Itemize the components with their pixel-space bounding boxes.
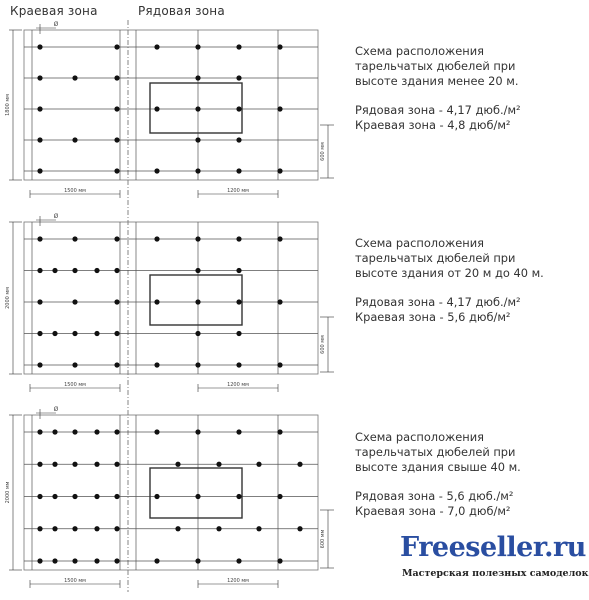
dowel-anchor: [195, 494, 200, 499]
dowel-anchor: [37, 362, 42, 367]
dowel-anchor: [72, 494, 77, 499]
panel-3-drawing: [5, 406, 334, 588]
dowel-anchor: [195, 75, 200, 80]
sample-area-outline: [150, 468, 242, 518]
dowel-anchor: [114, 462, 119, 467]
dowel-anchor: [114, 44, 119, 49]
edge-width-dim-label: 1500 мм: [64, 578, 86, 584]
dowel-anchor: [72, 462, 77, 467]
dowel-anchor: [277, 236, 282, 241]
panel-1-caption-line-1: Схема расположения: [355, 44, 485, 58]
corner-dim-label: Ø: [53, 213, 59, 220]
dowel-anchor: [94, 331, 99, 336]
dowel-anchor: [114, 526, 119, 531]
dowel-anchor: [37, 462, 42, 467]
dowel-anchor: [114, 494, 119, 499]
dowel-anchor: [52, 526, 57, 531]
dowel-anchor: [277, 44, 282, 49]
panel-1-caption-line-3: высоте здания менее 20 м.: [355, 74, 519, 88]
dowel-anchor: [236, 75, 241, 80]
dowel-anchor: [52, 331, 57, 336]
dowel-anchor: [114, 429, 119, 434]
dowel-anchor: [37, 331, 42, 336]
dowel-anchor: [195, 106, 200, 111]
dowel-anchor: [72, 137, 77, 142]
dowel-anchor: [114, 75, 119, 80]
dowel-anchor: [52, 429, 57, 434]
dowel-anchor: [94, 268, 99, 273]
dowel-anchor: [297, 462, 302, 467]
dowel-anchor: [216, 462, 221, 467]
dowel-anchor: [72, 75, 77, 80]
dowel-anchor: [72, 268, 77, 273]
dowel-anchor: [72, 299, 77, 304]
height-dim-label: 2000 мм: [5, 481, 11, 504]
dowel-anchor: [154, 299, 159, 304]
panel-3-row-zone-rate: Рядовая зона - 5,6 дюб./м²: [355, 489, 514, 503]
dowel-anchor: [37, 268, 42, 273]
dowel-anchor: [72, 331, 77, 336]
dowel-anchor: [236, 429, 241, 434]
dowel-anchor: [195, 362, 200, 367]
dowel-anchor: [114, 299, 119, 304]
dowel-anchor: [94, 462, 99, 467]
panel-3-edge-zone-rate: Краевая зона - 7,0 дюб/м²: [355, 504, 511, 518]
panel-2-caption: [355, 236, 551, 325]
grid-width-dim-label: 1200 мм: [227, 382, 249, 388]
dowel-anchor: [236, 331, 241, 336]
dowel-anchor: [195, 268, 200, 273]
dowel-anchor: [94, 429, 99, 434]
dowel-anchor: [37, 299, 42, 304]
panel-3-frame: [24, 415, 318, 570]
dowel-anchor: [72, 526, 77, 531]
dowel-anchor: [37, 106, 42, 111]
corner-dim-label: Ø: [53, 21, 59, 28]
dowel-anchor: [154, 44, 159, 49]
dowel-anchor: [195, 429, 200, 434]
dowel-anchor: [236, 236, 241, 241]
dowel-anchor: [236, 44, 241, 49]
dowel-anchor: [195, 137, 200, 142]
dowel-anchor: [52, 462, 57, 467]
height-dim-label: 2000 мм: [5, 287, 11, 309]
panel-3-caption-line-2: тарельчатых дюбелей при: [355, 445, 516, 459]
panel-3-caption-line-1: Схема расположения: [355, 430, 485, 444]
dowel-anchor: [52, 268, 57, 273]
dowel-anchor: [37, 137, 42, 142]
dowel-anchor: [236, 137, 241, 142]
dowel-anchor: [72, 362, 77, 367]
dowel-anchor: [52, 558, 57, 563]
dowel-anchor: [195, 558, 200, 563]
edge-width-dim-label: 1500 мм: [64, 188, 86, 194]
panel-1-edge-zone-rate: Краевая зона - 4,8 дюб/м²: [355, 118, 511, 132]
pitch-dim-label: 600 мм: [320, 142, 326, 161]
panel-2-row-zone-rate: Рядовая зона - 4,17 дюб./м²: [355, 295, 521, 309]
panel-1-row-zone-rate: Рядовая зона - 4,17 дюб./м²: [355, 103, 521, 117]
dowel-anchor: [195, 299, 200, 304]
dowel-anchor: [37, 236, 42, 241]
dowel-anchor: [154, 236, 159, 241]
panel-1-caption: [355, 44, 551, 133]
dowel-anchor: [72, 236, 77, 241]
dowel-anchor: [37, 75, 42, 80]
dowel-anchor: [52, 494, 57, 499]
dowel-anchor: [195, 168, 200, 173]
dowel-anchor: [94, 558, 99, 563]
dowel-anchor: [195, 331, 200, 336]
dowel-anchor: [236, 299, 241, 304]
dowel-anchor: [37, 168, 42, 173]
dowel-anchor: [114, 168, 119, 173]
row-zone-label: Рядовая зона: [138, 4, 225, 18]
dowel-anchor: [37, 429, 42, 434]
panel-2-drawing: [5, 213, 334, 392]
dowel-anchor: [114, 362, 119, 367]
dowel-anchor: [195, 44, 200, 49]
grid-width-dim-label: 1200 мм: [227, 188, 249, 194]
dowel-anchor: [94, 494, 99, 499]
panel-2-caption-line-1: Схема расположения: [355, 236, 485, 250]
dowel-anchor: [277, 106, 282, 111]
dowel-anchor: [297, 526, 302, 531]
dowel-anchor: [175, 526, 180, 531]
dowel-anchor: [114, 331, 119, 336]
dowel-anchor: [114, 558, 119, 563]
dowel-anchor: [236, 494, 241, 499]
dowel-anchor: [114, 106, 119, 111]
dowel-anchor: [114, 268, 119, 273]
dowel-anchor: [277, 299, 282, 304]
edge-zone-label: Краевая зона: [10, 4, 98, 18]
dowel-anchor: [236, 106, 241, 111]
panel-1-drawing: [5, 21, 334, 198]
dowel-anchor: [236, 362, 241, 367]
dowel-anchor: [37, 526, 42, 531]
sample-area-outline: [150, 275, 242, 325]
grid-width-dim-label: 1200 мм: [227, 578, 249, 584]
dowel-anchor: [72, 429, 77, 434]
dowel-anchor: [175, 462, 180, 467]
panel-1-caption-line-2: тарельчатых дюбелей при: [355, 59, 516, 73]
dowel-anchor: [277, 494, 282, 499]
dowel-anchor: [72, 558, 77, 563]
dowel-anchor: [216, 526, 221, 531]
dowel-anchor: [154, 168, 159, 173]
panel-2-frame: [24, 222, 318, 374]
dowel-anchor: [94, 526, 99, 531]
edge-width-dim-label: 1500 мм: [64, 382, 86, 388]
panel-2-caption-line-3: высоте здания от 20 м до 40 м.: [355, 266, 544, 280]
panel-2-edge-zone-rate: Краевая зона - 5,6 дюб/м²: [355, 310, 511, 324]
corner-dim-label: Ø: [53, 406, 59, 413]
dowel-anchor: [37, 494, 42, 499]
dowel-anchor: [277, 429, 282, 434]
dowel-anchor: [154, 558, 159, 563]
dowel-anchor: [114, 236, 119, 241]
brand-logo[interactable]: Freeseller.ru: [400, 532, 586, 563]
dowel-anchor: [114, 137, 119, 142]
dowel-anchor: [236, 168, 241, 173]
dowel-anchor: [236, 268, 241, 273]
panel-2-caption-line-2: тарельчатых дюбелей при: [355, 251, 516, 265]
dowel-anchor: [256, 526, 261, 531]
dowel-anchor: [154, 106, 159, 111]
dowel-anchor: [195, 236, 200, 241]
dowel-anchor: [154, 362, 159, 367]
dowel-anchor: [154, 429, 159, 434]
pitch-dim-label: 600 мм: [320, 335, 326, 354]
dowel-anchor: [277, 168, 282, 173]
dowel-anchor: [277, 362, 282, 367]
dowel-anchor: [37, 44, 42, 49]
panel-3-caption: [355, 430, 551, 519]
brand-tagline: Мастерская полезных самоделок: [402, 568, 589, 579]
dowel-anchor: [236, 558, 241, 563]
height-dim-label: 1800 мм: [5, 94, 11, 116]
panel-1-frame: [24, 30, 318, 180]
dowel-anchor: [256, 462, 261, 467]
dowel-anchor: [277, 558, 282, 563]
dowel-anchor: [37, 558, 42, 563]
dowel-anchor: [154, 494, 159, 499]
panel-3-caption-line-3: высоте здания свыше 40 м.: [355, 460, 521, 474]
pitch-dim-label: 600 мм: [320, 529, 326, 549]
